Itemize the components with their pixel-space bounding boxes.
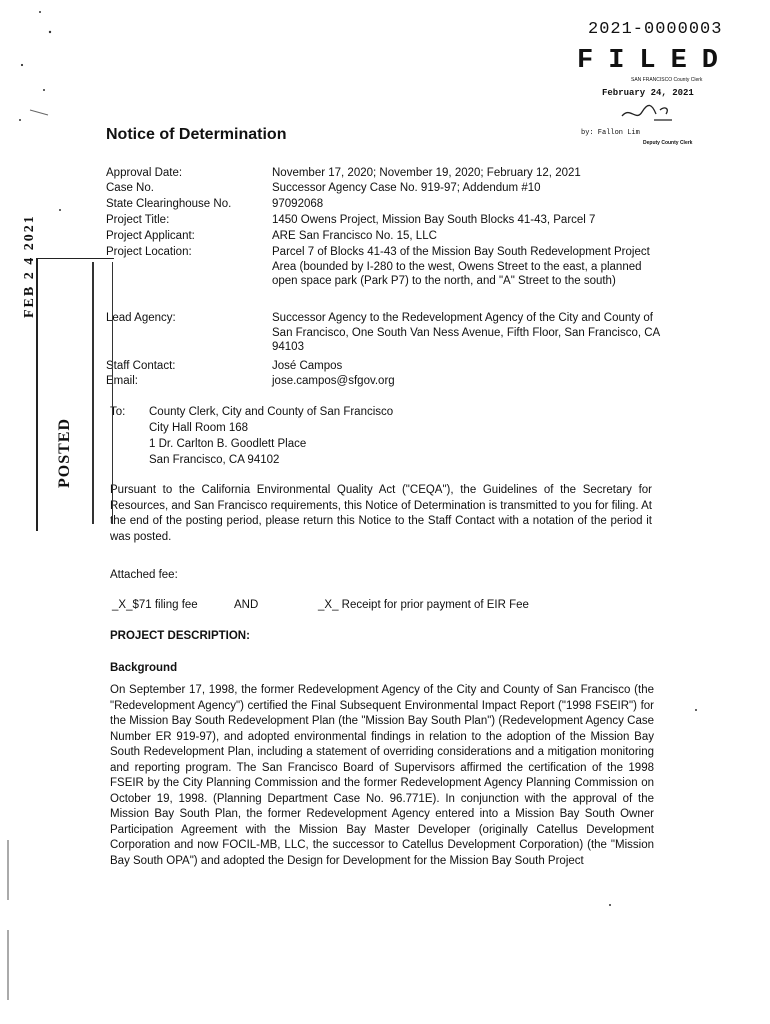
background-paragraph: On September 17, 1998, the former Redevelopment Agency of the City and County of San Francisco (the "Redevelopment Agency") certified the Final Subsequent Environmental Impact Report ("1998 FSEIR") for the Mission Bay South Redevelopment Plan (the "Mission Bay South Plan") (Redevelopment Agency Case Number ER 919-97), and adopted environmental findings in relation to the adoption of the Mission Bay South Redevelopment Plan, including a statement of overriding considerations and a mitigation monitoring and reporting program. The San Francisco Board of Supervisors affirmed the certification of the 1998 FSEIR by the City Planning Commission and the former Redevelopment Agency Planning Commission on October 19, 1998. (Planning Department Case No. 96.771E). In conjunction with the approval of the Mission Bay South Plan, the former Redevelopment Agency entered into a Mission Bay South Owner Participation Agreement with the Mission Bay Master Developer (originally Catellus Development Corporation and now FOCIL-MB, LLC, the successor to Catellus Development Corporation) (the "Mission Bay South OPA") and adopted the Design for Development for the Mission Bay South Project <box>110 684 654 867</box>
staff-contact-label: Staff Contact: <box>106 360 176 372</box>
page-title: Notice of Determination <box>106 126 287 143</box>
posted-stamp-label: POSTED <box>56 417 73 488</box>
email-label: Email: <box>106 375 138 387</box>
project-title-value: 1450 Owens Project, Mission Bay South Blocks 41-43, Parcel 7 <box>272 214 596 226</box>
recipient-line-2: City Hall Room 168 <box>149 422 249 434</box>
recipient-line-4: San Francisco, CA 94102 <box>149 454 280 466</box>
case-no-value: Successor Agency Case No. 919-97; Addendum #10 <box>272 182 541 194</box>
clearinghouse-label: State Clearinghouse No. <box>106 198 232 210</box>
lead-agency-label: Lead Agency: <box>106 312 176 324</box>
project-description-heading: PROJECT DESCRIPTION: <box>110 630 250 642</box>
filed-by: by: Fallon Lim <box>581 129 640 137</box>
project-title-label: Project Title: <box>106 214 170 226</box>
approval-date-label: Approval Date: <box>106 167 183 179</box>
filed-date: February 24, 2021 <box>602 88 694 98</box>
email-value: jose.campos@sfgov.org <box>272 375 395 387</box>
deputy-caption: Deputy County Clerk <box>643 140 693 146</box>
recipient-line-1: County Clerk, City and County of San Francisco <box>149 406 394 418</box>
posted-stamp-date: FEB 2 4 2021 <box>22 214 37 318</box>
project-location-value: Parcel 7 of Blocks 41-43 of the Mission Bay South Redevelopment Project Area (bounded by I-280 to the west, Owens Street to the east, a planned open space park (Park P7) to the north, and "A" Street to the south) <box>272 246 650 287</box>
filing-fee: _X_$71 filing fee <box>112 599 198 611</box>
fee-and: AND <box>234 599 259 611</box>
clerk-caption: SAN FRANCISCO County Clerk <box>631 77 703 83</box>
eir-fee-receipt: _X_ Receipt for prior payment of EIR Fee <box>318 599 529 611</box>
background-heading: Background <box>110 662 178 674</box>
document-number: 2021-0000003 <box>588 20 723 39</box>
project-location-label: Project Location: <box>106 246 192 258</box>
clearinghouse-value: 97092068 <box>272 198 324 210</box>
recipient-line-3: 1 Dr. Carlton B. Goodlett Place <box>149 438 307 450</box>
attached-fee-label: Attached fee: <box>110 569 178 581</box>
project-applicant-label: Project Applicant: <box>106 230 195 242</box>
approval-date-value: November 17, 2020; November 19, 2020; February 12, 2021 <box>272 167 581 179</box>
project-applicant-value: ARE San Francisco No. 15, LLC <box>272 230 437 242</box>
pursuant-paragraph: Pursuant to the California Environmental Quality Act ("CEQA"), the Guidelines of the Secretary for Resources, and San Francisco requirements, this Notice of Determination is transmitted to you for filing. At the end of the posting period, please return this Notice to the Staff Contact with a notation of the period it was posted. <box>110 484 652 543</box>
filed-stamp: FILED <box>577 46 734 76</box>
to-label: To: <box>110 406 126 418</box>
case-no-label: Case No. <box>106 182 154 194</box>
staff-contact-value: José Campos <box>272 360 343 372</box>
lead-agency-value: Successor Agency to the Redevelopment Agency of the City and County of San Francisco, One South Van Ness Avenue, Fifth Floor, San Francisco, CA 94103 <box>272 312 660 353</box>
